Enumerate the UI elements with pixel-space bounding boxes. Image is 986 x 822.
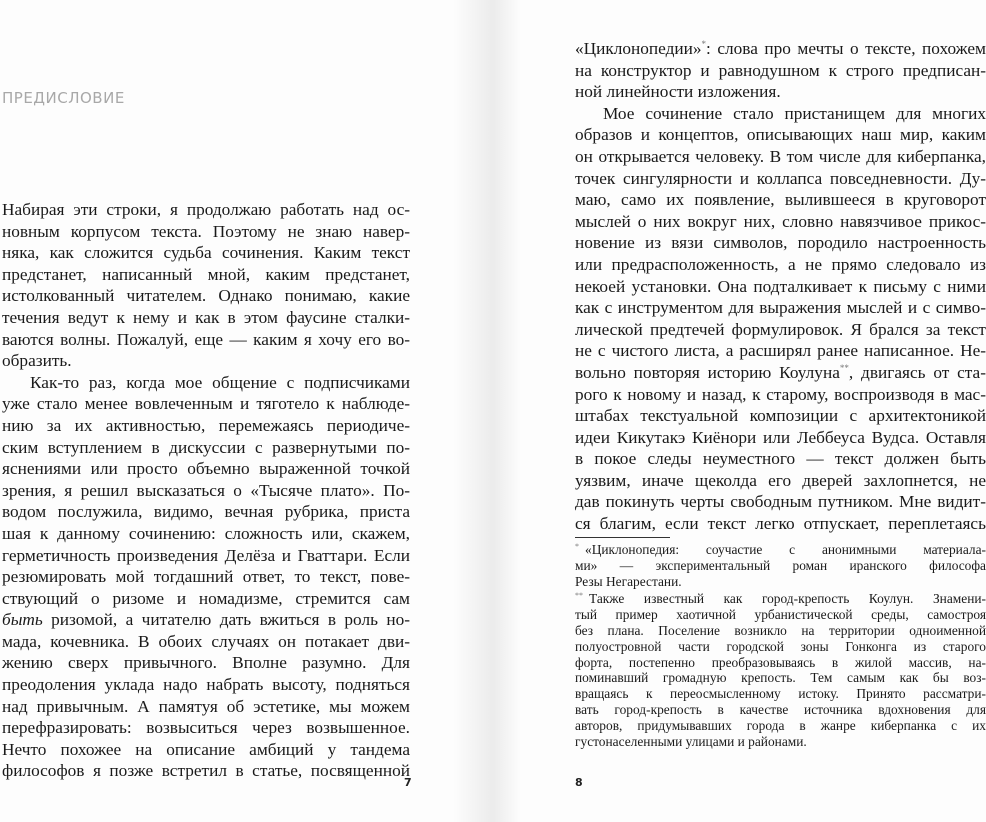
text-fragment: ризомой, а читателю дать вжиться в роль но- — [42, 610, 410, 630]
text-line-with-footnote-mark — [575, 362, 986, 384]
text-line: истолкованный читателем. Однако понимаю, какие — [2, 286, 410, 306]
text-line: преодоления уклада надо набрать высоту, подняться — [2, 675, 410, 695]
right-body-text — [575, 38, 986, 535]
right-gutter-shadow — [493, 0, 521, 822]
footnote-line: вать город-крепость в качестве источника вдохновения для — [575, 701, 986, 717]
left-gutter-shadow — [453, 0, 493, 822]
text-line: ваются волны. Пожалуй, еще — каким я хочу его во- — [2, 329, 410, 349]
text-line: Как-то раз, когда мое общение с подписчиками — [30, 372, 410, 392]
text-line: штабах текстуальной композиции с архитектоникой — [575, 406, 986, 426]
text-line: ским вступлением в дискуссии с развернутыми по- — [2, 437, 410, 457]
footnote-line — [575, 591, 986, 607]
footnote-reference[interactable]: * — [701, 39, 707, 50]
right-paragraph-1 — [575, 38, 986, 103]
text-line: он открывается человеку. В том числе для киберпанка, — [575, 146, 986, 166]
text-line: течения ведут к нему и как в этом фаусине сталки- — [2, 307, 410, 327]
text-line: уязвим, иначе щеколда его дверей захлопнется, не — [575, 470, 986, 490]
text-line: или предрасположенность, а не прямо следовало из — [575, 254, 986, 274]
text-line: на конструктор и равнодушном к строго предписан- — [575, 60, 986, 80]
footnotes — [575, 542, 986, 749]
text-line: над привычным. А памятуя об эстетике, мы можем — [2, 696, 410, 716]
text-line: философов я позже встретил в статье, посвященной — [2, 761, 410, 781]
text-fragment: «Циклонопедии» — [575, 39, 702, 58]
footnote-line: тый пример хаотичной урбанистической среды, самостроя — [575, 607, 986, 623]
footnote-line: полуостровной части городской зоны Гонконга из старого — [575, 638, 986, 654]
text-line: новение из вязи символов, породило настроенность — [575, 233, 986, 253]
text-line: как с инструментом для выражения мыслей и с симво- — [575, 298, 986, 318]
italic-word: быть — [2, 610, 43, 630]
footnote-line: поминавший громадную крепость. Тем самым как бы воз- — [575, 670, 986, 686]
text-line: нию за их активностью, перемежаясь периодиче- — [2, 415, 410, 435]
right-page — [493, 0, 986, 822]
text-line: перефразировать: возвыситься через возвышенное. — [2, 718, 410, 738]
text-line: мада, кочевника. В обоих случаях он потакает дви- — [2, 631, 410, 651]
text-line: не с чистого листа, а расширял ранее написанное. Не- — [575, 341, 986, 361]
left-paragraph-1 — [2, 199, 410, 372]
footnote-mark: * — [575, 541, 579, 551]
footnote-line: авторов, придумывавших города в жанре киберпанка с их — [575, 717, 986, 733]
text-line-with-italic — [2, 609, 410, 631]
footnote-line: без плана. Поселение возникло на территории одноименной — [575, 622, 986, 638]
text-fragment: вольно повторяя историю Коулуна — [575, 362, 840, 382]
text-line: водом послужила, видимо, вечная рубрика, приста — [2, 502, 410, 522]
left-paragraph-2 — [2, 372, 410, 782]
page-number: 8 — [575, 776, 583, 789]
footnote-2 — [575, 591, 986, 749]
text-line: образить. — [2, 351, 72, 371]
footnote-line: ми» — экспериментальный роман иранского философа — [575, 557, 986, 573]
text-fragment: : слова про мечты о тексте, похожем — [706, 39, 986, 58]
text-line: зрения, я решил высказаться о «Тысяче плато». По- — [2, 480, 410, 500]
text-line: в покое следы неуместного — текст должен быть — [575, 449, 986, 469]
text-line: герметичность произведения Делёза и Гваттари. Если — [2, 545, 410, 565]
text-line: точек сингулярности и коллапса повседневности. Ду- — [575, 168, 986, 188]
text-line: некоей установки. Она подталкивает к письму с ними — [575, 276, 986, 296]
text-line: Мое сочинение стало пристанищем для многих — [603, 103, 986, 123]
text-line: яснениями или просто объемно выраженной точкой — [2, 459, 410, 479]
text-fragment: , двигаясь от ста- — [848, 362, 986, 382]
text-line: образов и концептов, описывающих наш мир, каким — [575, 125, 986, 145]
text-line: няка, как сложится судьба сочинения. Каким текст — [2, 243, 410, 263]
footnote-mark: ** — [575, 590, 583, 600]
footnote-line: густонаселенными улицами и районами. — [575, 733, 807, 749]
text-line: уже стало менее вовлеченным и тяготело к наблюде- — [2, 394, 410, 414]
text-line: маю, само их появление, вылившееся в круговорот — [575, 190, 986, 210]
text-line: ствующий о ризоме и номадизме, стремится сам — [2, 588, 410, 608]
text-line: Набирая эти строки, я продолжаю работать над ос- — [2, 200, 410, 219]
text-fragment: Также известный как город-крепость Коулун. Знамени- — [589, 591, 986, 607]
text-fragment: «Циклонопедия: соучастие с анонимными материала- — [585, 542, 986, 557]
text-line: новным корпусом текста. Поэтому не знаю навер- — [2, 221, 410, 241]
footnote-line: Резы Негарестани. — [575, 573, 682, 589]
text-line: ся благим, если текст легко отпускает, переплетаясь — [575, 514, 986, 534]
text-line: предстанет, написанный мной, каким предстанет, — [2, 264, 410, 284]
right-paragraph-2 — [575, 103, 986, 535]
footnote-reference[interactable]: ** — [839, 363, 849, 374]
text-line: идеи Кикутакэ Киёнори или Леббеуса Вудса. Оставля — [575, 427, 986, 447]
chapter-heading: ПРЕДИСЛОВИЕ — [2, 89, 125, 107]
text-line: ной линейности изложения. — [575, 82, 781, 102]
page-number: 7 — [404, 776, 412, 789]
footnote-line — [575, 542, 986, 558]
footnote-line: форта, постепенно преобразовываясь в жилой массив, на- — [575, 654, 986, 670]
text-line: мыслей о них вокруг них, словно навязчивое прикос- — [575, 211, 986, 231]
text-line: Нечто похожее на описание амбиций у тандема — [2, 739, 410, 759]
text-line: рого к новому и назад, к старому, воспроизводя в мас- — [575, 384, 986, 404]
text-line: дав покинуть черты свободным путником. Мне видит- — [575, 492, 986, 512]
footnote-divider — [575, 537, 670, 538]
footnote-line: вращаясь к переосмысленному истоку. Принято рассматри- — [575, 686, 986, 702]
footnote-1 — [575, 542, 986, 589]
text-line: резюмировать мой тогдашний ответ, то текст, пове- — [2, 567, 410, 587]
text-line-with-footnote-mark — [575, 38, 986, 60]
text-line: жению сверх привычного. Вполне разумно. Для — [2, 653, 410, 673]
text-line: лической предтечей формулировок. Я брался за текст — [575, 319, 986, 339]
text-line: шая к данному сочинению: сложность или, скажем, — [2, 523, 410, 543]
left-body-text — [2, 199, 410, 782]
